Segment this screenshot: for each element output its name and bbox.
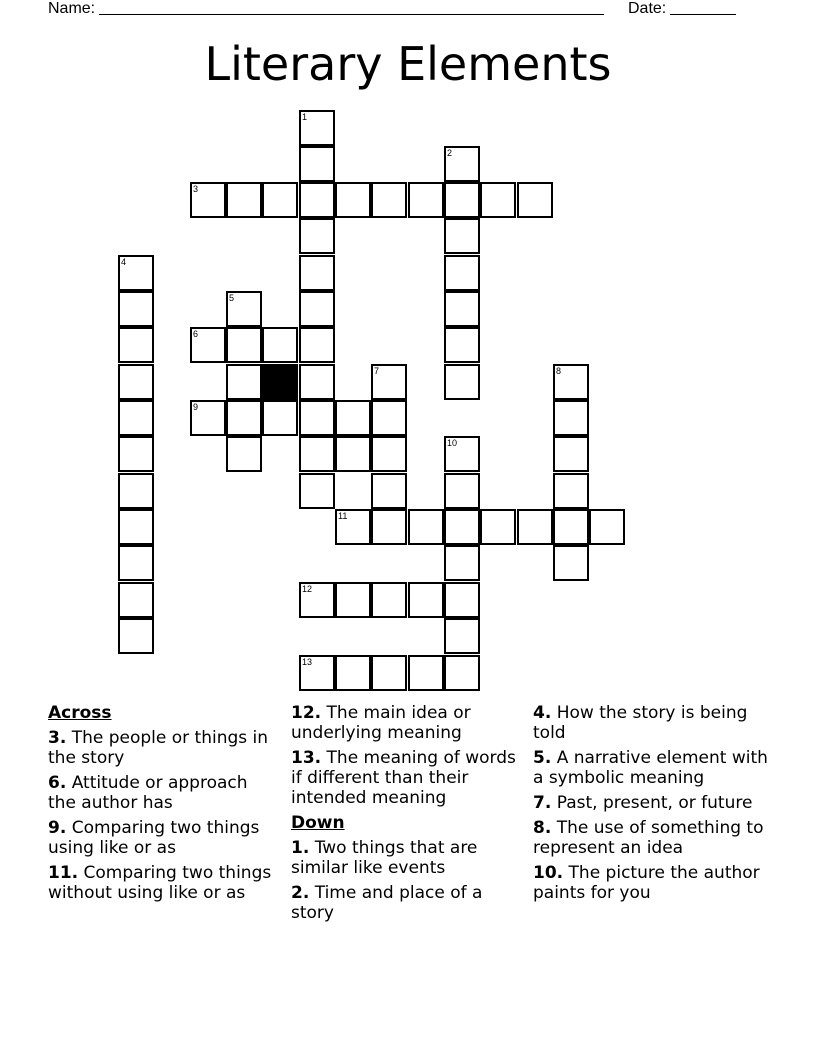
clue-text: A narrative element with a symbolic meaning [533,748,768,788]
grid-cell[interactable] [118,436,154,472]
grid-cell[interactable] [299,436,335,472]
clue-num: 9. [48,818,67,838]
clue-text: Past, present, or future [556,793,753,813]
grid-cell[interactable] [408,582,444,618]
clue-num: 11. [48,863,79,883]
grid-cell[interactable] [118,473,154,509]
grid-cell[interactable] [371,582,407,618]
grid-cell[interactable] [589,509,625,545]
clue-text: The main idea or underlying meaning [291,703,471,743]
grid-cell[interactable] [118,327,154,363]
grid-cell[interactable] [299,364,335,400]
grid-cell[interactable] [226,182,262,218]
clue-number: 12 [302,584,313,594]
clue-item [291,883,523,923]
clues-column-1 [48,703,280,908]
grid-cell[interactable] [553,364,589,400]
grid-cell[interactable] [480,509,516,545]
clue-num: 6. [48,773,67,793]
clue-number: 7 [374,366,380,376]
grid-cell[interactable] [118,400,154,436]
grid-cell[interactable] [226,291,262,327]
grid-cell[interactable] [299,255,335,291]
clue-number: 13 [302,657,313,667]
grid-cell[interactable] [480,182,516,218]
clue-num: 13. [291,748,322,768]
grid-cell[interactable] [299,400,335,436]
grid-cell[interactable] [299,655,335,691]
grid-cell[interactable] [371,436,407,472]
grid-cell[interactable] [444,364,480,400]
clue-number: 1 [302,112,308,122]
clue-item [533,793,773,813]
grid-cell[interactable] [299,291,335,327]
grid-cell[interactable] [299,327,335,363]
clue-number: 6 [193,329,199,339]
grid-cell[interactable] [335,655,371,691]
grid-cell[interactable] [226,364,262,400]
grid-cell[interactable] [553,473,589,509]
grid-cell[interactable] [118,364,154,400]
clue-num: 2. [291,883,310,903]
clue-item [291,703,523,743]
grid-cell[interactable] [262,327,298,363]
grid-cell[interactable] [553,545,589,581]
grid-cell[interactable] [444,255,480,291]
grid-cell[interactable] [408,509,444,545]
grid-cell[interactable] [444,182,480,218]
grid-cell[interactable] [444,545,480,581]
grid-cell[interactable] [517,509,553,545]
grid-cell[interactable] [299,110,335,146]
clue-text: Comparing two things without using like or as [48,863,272,903]
grid-cell[interactable] [444,146,480,182]
grid-cell[interactable] [335,582,371,618]
grid-cell[interactable] [408,182,444,218]
clue-text: How the story is being told [533,703,748,743]
clue-number: 9 [193,402,199,412]
clue-item [48,818,280,858]
clue-item [291,748,523,808]
clue-number: 4 [121,257,127,267]
grid-cell[interactable] [408,655,444,691]
grid-cell[interactable] [118,255,154,291]
clue-num: 4. [533,703,552,723]
grid-cell[interactable] [335,436,371,472]
grid-cell[interactable] [371,364,407,400]
clue-text: Time and place of a story [291,883,483,923]
grid-cell[interactable] [299,218,335,254]
grid-cell[interactable] [262,182,298,218]
grid-cell[interactable] [371,400,407,436]
grid-cell[interactable] [335,509,371,545]
clues-column-2 [291,703,523,928]
grid-cell[interactable] [335,400,371,436]
across-heading: Across [48,703,112,723]
clue-num: 5. [533,748,552,768]
grid-cell[interactable] [444,655,480,691]
grid-cell[interactable] [335,182,371,218]
grid-cell[interactable] [371,182,407,218]
clue-item [48,728,280,768]
clue-number: 5 [229,293,235,303]
grid-cell[interactable] [553,400,589,436]
grid-cell[interactable] [299,146,335,182]
grid-cell[interactable] [553,509,589,545]
grid-cell[interactable] [299,182,335,218]
grid-cell[interactable] [517,182,553,218]
grid-cell[interactable] [371,509,407,545]
clue-number: 2 [447,148,453,158]
clue-num: 12. [291,703,322,723]
grid-cell[interactable] [190,400,226,436]
date-label: Date: [628,0,667,17]
clue-item [291,838,523,878]
grid-cell[interactable] [444,291,480,327]
grid-cell[interactable] [118,618,154,654]
grid-cell[interactable] [226,327,262,363]
grid-cell[interactable] [444,473,480,509]
grid-cell[interactable] [553,436,589,472]
grid-cell[interactable] [226,436,262,472]
clue-number: 3 [193,184,199,194]
grid-cell[interactable] [299,582,335,618]
clue-item [533,863,773,903]
grid-cell[interactable] [118,509,154,545]
clue-num: 3. [48,728,67,748]
clue-text: The meaning of words if different than their intended meaning [291,748,516,808]
clue-item [533,818,773,858]
grid-cell[interactable] [118,582,154,618]
clue-number: 10 [447,438,458,448]
clue-item [533,703,773,743]
clue-text: The people or things in the story [48,728,269,768]
clue-item [48,773,280,813]
grid-cell[interactable] [118,291,154,327]
grid-cell[interactable] [444,582,480,618]
clue-text: The use of something to represent an idea [533,818,764,858]
clue-num: 10. [533,863,564,883]
grid-cell[interactable] [444,327,480,363]
grid-cell[interactable] [226,400,262,436]
grid-cell[interactable] [444,509,480,545]
clue-number: 11 [338,511,348,521]
down-heading: Down [291,813,345,833]
page-title: Literary Elements [204,37,612,91]
clue-num: 1. [291,838,310,858]
grid-cell[interactable] [262,400,298,436]
clues-column-3 [533,703,773,908]
grid-cell[interactable] [444,618,480,654]
clue-text: Two things that are similar like events [291,838,478,878]
clue-item [533,748,773,788]
grid-cell[interactable] [371,473,407,509]
clue-text: Comparing two things using like or as [48,818,260,858]
clue-text: The picture the author paints for you [533,863,760,903]
clue-num: 8. [533,818,552,838]
grid-cell[interactable] [371,655,407,691]
clue-item [48,863,280,903]
black-square [262,364,298,400]
clue-num: 7. [533,793,552,813]
clue-number: 8 [556,366,562,376]
grid-cell[interactable] [444,218,480,254]
grid-cell[interactable] [118,545,154,581]
name-label: Name: [48,0,96,17]
grid-cell[interactable] [190,327,226,363]
grid-cell[interactable] [299,473,335,509]
grid-cell[interactable] [444,436,480,472]
grid-cell[interactable] [190,182,226,218]
clue-text: Attitude or approach the author has [48,773,248,813]
